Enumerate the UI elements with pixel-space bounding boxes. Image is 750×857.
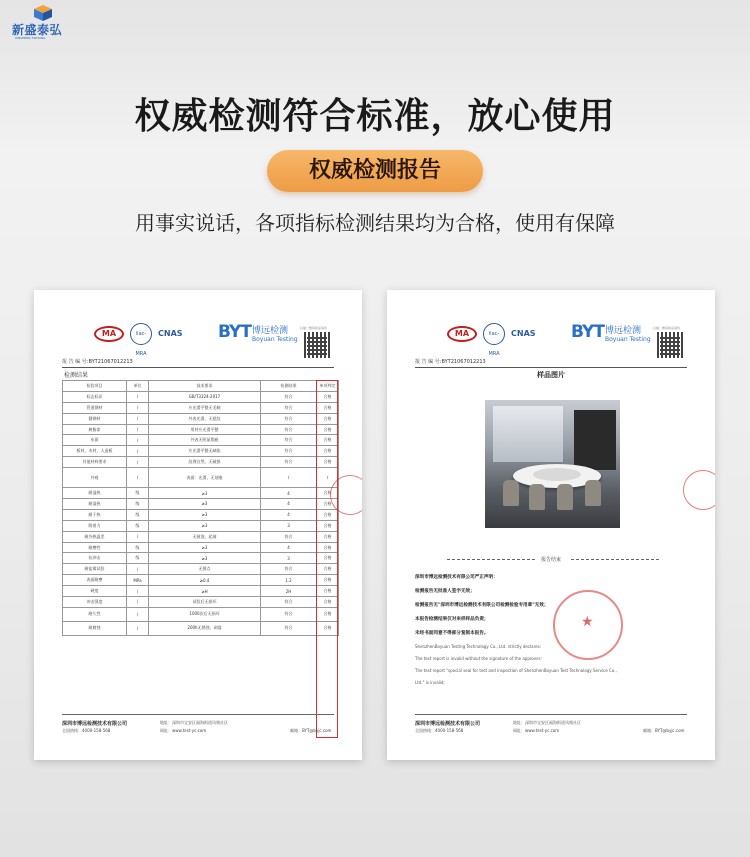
certification-seals — [447, 322, 547, 357]
table-cell: / — [127, 586, 149, 597]
table-cell: 冲击强度 — [63, 597, 127, 608]
footer-address: 地址：深圳市宝安区福海街道凤凰社区 — [513, 720, 581, 725]
table-cell: 合格 — [317, 413, 339, 424]
table-cell: 无鼓泡、起皱 — [149, 531, 261, 542]
report-number: 报 告 编 号:BYT21067012213 — [62, 359, 133, 365]
column-header: 检测结果 — [261, 381, 317, 392]
qr-note: 扫描二维码验证真伪 — [300, 326, 328, 330]
lab-seal-stamp-icon — [553, 590, 623, 660]
table-cell: 合格 — [317, 499, 339, 510]
table-cell: ≥0.4 — [149, 575, 261, 586]
table-cell: 耐干热 — [63, 509, 127, 520]
footer-company: 深圳市博远检测技术有限公司 — [62, 721, 128, 727]
table-cell: 符合 — [261, 413, 317, 424]
table-row — [63, 468, 339, 488]
table-cell: ≥3 — [149, 488, 261, 499]
table-cell: 级 — [127, 509, 149, 520]
chair — [585, 480, 601, 506]
cube-logo-icon — [32, 4, 54, 22]
table-row — [63, 509, 339, 520]
certification-seals — [94, 322, 194, 357]
table-row — [63, 413, 339, 424]
table-cell: 圆钢材 — [63, 413, 127, 424]
footer-web: 网址：www.test-yc.com — [513, 728, 560, 733]
chair — [529, 484, 545, 510]
qr-note: 扫描二维码验证真伪 — [653, 326, 681, 330]
table-row — [63, 553, 339, 564]
table-cell: ≥3 — [149, 499, 261, 510]
table-cell: 标志标识 — [63, 391, 127, 402]
statement-line: 本报告检测结果仅对来样样品负责； — [415, 617, 489, 622]
table-cell: 合格 — [317, 586, 339, 597]
table-cell: 合格 — [317, 424, 339, 435]
table-row — [63, 520, 339, 531]
table-cell: 外表无明显瑕疵 — [149, 435, 261, 446]
table-row — [63, 564, 339, 575]
sample-photo — [485, 400, 620, 528]
divider — [415, 367, 687, 368]
table-cell: 表面：光滑、无划痕 — [149, 468, 261, 488]
table-cell: / — [261, 468, 317, 488]
table-row — [63, 575, 339, 586]
table-cell: 合格 — [317, 520, 339, 531]
table-row — [63, 499, 339, 510]
lab-mark: BYT — [218, 322, 251, 342]
divider — [62, 714, 334, 715]
table-cell: 符合 — [261, 446, 317, 457]
table-row — [63, 488, 339, 499]
table-row — [63, 607, 339, 621]
table-cell: 管道钢材 — [63, 402, 127, 413]
table-cell: 耐久性 — [63, 607, 127, 621]
table-cell: 合格 — [317, 446, 339, 457]
table-cell: ≥3 — [149, 542, 261, 553]
brand-sub: XINSHENG TAIHONG — [15, 36, 46, 40]
table-cell: 4 — [261, 499, 317, 510]
table-cell: / — [127, 435, 149, 446]
table-cell: 试验后无损坏 — [149, 597, 261, 608]
table-cell: 合格 — [317, 435, 339, 446]
table-cell: 板材、木材、人造板 — [63, 446, 127, 457]
inspection-stamp-icon — [330, 475, 362, 515]
statement-line: 检测报告无"深圳市博远检测技术有限公司检测检验专用章"无效； — [415, 603, 549, 608]
table-cell: / — [127, 446, 149, 457]
table-cell: 符合 — [261, 391, 317, 402]
page-title: 权威检测符合标准，放心使用 — [134, 96, 616, 137]
lab-logo — [571, 322, 661, 348]
table-cell: ≥3 — [149, 553, 261, 564]
table-header-row — [63, 381, 339, 392]
table-cell: 附着力 — [63, 520, 127, 531]
section-title: 检测结果 — [64, 372, 89, 379]
footer-tel: 全国热线：4000-158-568 — [415, 728, 464, 733]
table-cell: 级 — [127, 520, 149, 531]
table-cell: 抗冲击 — [63, 553, 127, 564]
window — [493, 406, 563, 462]
table-cell: 合格 — [317, 553, 339, 564]
table-row — [63, 531, 339, 542]
table-cell: 符合 — [261, 424, 317, 435]
table-row — [63, 446, 339, 457]
lab-name-en: Boyuan Testing — [252, 336, 298, 343]
table-cell: 合格 — [317, 531, 339, 542]
table-cell: 合格 — [317, 542, 339, 553]
cabinet — [574, 410, 616, 470]
table-cell: 耐湿热 — [63, 488, 127, 499]
lab-mark: BYT — [571, 322, 604, 342]
ilac-seal-icon: ilac-MRA — [483, 323, 505, 345]
table-cell: 符合 — [261, 457, 317, 468]
footer-web: 网址：www.test-yc.com — [160, 728, 207, 733]
table-cell: 应光滑平整无毛刺 — [149, 402, 261, 413]
table-cell: 合格 — [317, 575, 339, 586]
table-cell: / — [127, 402, 149, 413]
table-cell: 合格 — [317, 402, 339, 413]
table-cell: 合格 — [317, 391, 339, 402]
footer-company: 深圳市博远检测技术有限公司 — [415, 721, 481, 727]
table-cell: 级 — [127, 499, 149, 510]
table-cell: 1.2 — [261, 575, 317, 586]
table-cell: / — [127, 607, 149, 621]
results-table — [62, 380, 339, 636]
star-icon: ★ — [581, 614, 594, 630]
table-cell: 应光滑平整无缺陷 — [149, 446, 261, 457]
table-cell: 合格 — [317, 457, 339, 468]
cnas-seal-icon: CNAS — [158, 329, 183, 338]
table-cell: 合格 — [317, 621, 339, 635]
table-cell: 合格 — [317, 564, 339, 575]
table-cell: 耐磨性 — [63, 542, 127, 553]
chair — [557, 484, 573, 510]
column-header: 单位 — [127, 381, 149, 392]
statement-en-line: Ltd." is invalid; — [415, 680, 445, 685]
table-cell: / — [127, 621, 149, 635]
lazy-susan — [533, 468, 581, 481]
table-cell: 耐盐雾试验 — [63, 564, 127, 575]
statement-en-line: The test report "special seal for test and inspection of ShenzhenBoyuan Test Technology Service Co., — [415, 668, 617, 673]
column-header: 检验项目 — [63, 381, 127, 392]
qr-code-icon — [304, 332, 330, 358]
report-number: 报 告 编 号:BYT21067012213 — [415, 359, 486, 365]
footer-address: 地址：深圳市宝安区福海街道凤凰社区 — [160, 720, 228, 725]
ma-seal-icon: MA — [447, 326, 477, 342]
ma-seal-icon: MA — [94, 326, 124, 342]
table-cell: 级 — [127, 488, 149, 499]
statement-line: 未经书面同意不得部分复制本报告。 — [415, 631, 489, 636]
divider — [62, 367, 334, 368]
table-cell: / — [127, 413, 149, 424]
table-cell: / — [127, 564, 149, 575]
ilac-seal-icon: ilac-MRA — [130, 323, 152, 345]
table-cell: / — [127, 424, 149, 435]
sample-title: 样品图片 — [537, 371, 565, 379]
table-cell: 级 — [127, 542, 149, 553]
lab-name-cn: 博远检测 — [605, 326, 642, 336]
table-cell: 耐冷热温差 — [63, 531, 127, 542]
table-cell: / — [127, 468, 149, 488]
statement-en-line: The test report is invalid without the signature of the approver; — [415, 656, 542, 661]
table-cell: GB/T3324-2017 — [149, 391, 261, 402]
footer-tel: 全国热线：4000-158-568 — [62, 728, 111, 733]
table-cell: 树脂漆 — [63, 424, 127, 435]
table-cell: 纹理自然、无破损 — [149, 457, 261, 468]
table-row — [63, 402, 339, 413]
table-cell: ≥3 — [149, 520, 261, 531]
table-row — [63, 391, 339, 402]
table-cell: 外表光滑、无裂纹 — [149, 413, 261, 424]
divider — [571, 559, 659, 560]
table-cell: 4 — [261, 509, 317, 520]
footer-email: 邮箱：BYT@byjc.com — [290, 728, 332, 733]
table-cell: / — [127, 597, 149, 608]
table-cell: 符合 — [261, 597, 317, 608]
table-cell: 级 — [127, 553, 149, 564]
lab-logo — [218, 322, 308, 348]
column-header: 单项判定 — [317, 381, 339, 392]
table-row — [63, 586, 339, 597]
table-cell: 3 — [261, 553, 317, 564]
table-cell: 表面耐磨 — [63, 575, 127, 586]
test-report-page-2 — [387, 290, 715, 760]
table-cell: 布面 — [63, 435, 127, 446]
table-cell: 符合 — [261, 621, 317, 635]
table-row — [63, 424, 339, 435]
table-cell: / — [127, 391, 149, 402]
cnas-seal-icon: CNAS — [511, 329, 536, 338]
table-cell: 200h无锈蚀、剥落 — [149, 621, 261, 635]
table-cell: / — [127, 531, 149, 542]
table-cell: 其他材料要求 — [63, 457, 127, 468]
table-cell: / — [317, 468, 339, 488]
inspection-stamp-icon — [683, 470, 715, 510]
table-cell: 合格 — [317, 607, 339, 621]
report-end: 报告结束 — [540, 557, 561, 563]
column-header: 技术要求 — [149, 381, 261, 392]
verdict-highlight — [316, 380, 338, 738]
table-cell: ≥H — [149, 586, 261, 597]
divider — [415, 714, 687, 715]
table-row — [63, 457, 339, 468]
table-cell: MPa — [127, 575, 149, 586]
qr-code-icon — [657, 332, 683, 358]
test-report-page-1 — [34, 290, 362, 760]
page-subtitle: 用事实说话，各项指标检测结果均为合格，使用有保障 — [135, 211, 615, 235]
table-cell: 符合 — [261, 607, 317, 621]
table-cell: 符合 — [261, 402, 317, 413]
table-cell: 合格 — [317, 509, 339, 520]
lab-name-cn: 博远检测 — [252, 326, 289, 336]
brand-logo — [12, 4, 72, 42]
table-cell: 用材应光滑平整 — [149, 424, 261, 435]
statement-line: 检测报告无批准人签字无效； — [415, 589, 475, 594]
table-cell: 耐湿热 — [63, 499, 127, 510]
table-cell: 合格 — [317, 488, 339, 499]
report-badge: 权威检测报告 — [267, 150, 483, 192]
table-row — [63, 435, 339, 446]
table-cell: 4 — [261, 542, 317, 553]
table-cell: 1000次后无损坏 — [149, 607, 261, 621]
table-row — [63, 621, 339, 635]
chair — [503, 480, 519, 506]
table-cell: 符合 — [261, 531, 317, 542]
statement-line: 深圳市博远检测技术有限公司严正声明： — [415, 575, 498, 580]
table-cell: 4 — [261, 488, 317, 499]
table-row — [63, 597, 339, 608]
table-cell: / — [127, 457, 149, 468]
statement-en-line: ShenzhenBoyuan Testing Technology Co., Ltd. strictly declares: — [415, 644, 542, 649]
table-cell: 外观 — [63, 468, 127, 488]
table-cell: 硬度 — [63, 586, 127, 597]
footer-email: 邮箱：BYT@byjc.com — [643, 728, 685, 733]
table-cell: 无锈点 — [149, 564, 261, 575]
table-cell: 2H — [261, 586, 317, 597]
brand-name: 新盛泰弘 — [12, 23, 63, 37]
table-row — [63, 542, 339, 553]
lab-name-en: Boyuan Testing — [605, 336, 651, 343]
table-cell: ≥3 — [149, 509, 261, 520]
table-cell: 3 — [261, 520, 317, 531]
table-cell: 合格 — [317, 597, 339, 608]
table-cell: 符合 — [261, 564, 317, 575]
table-cell: 耐腐蚀 — [63, 621, 127, 635]
table-cell: 符合 — [261, 435, 317, 446]
